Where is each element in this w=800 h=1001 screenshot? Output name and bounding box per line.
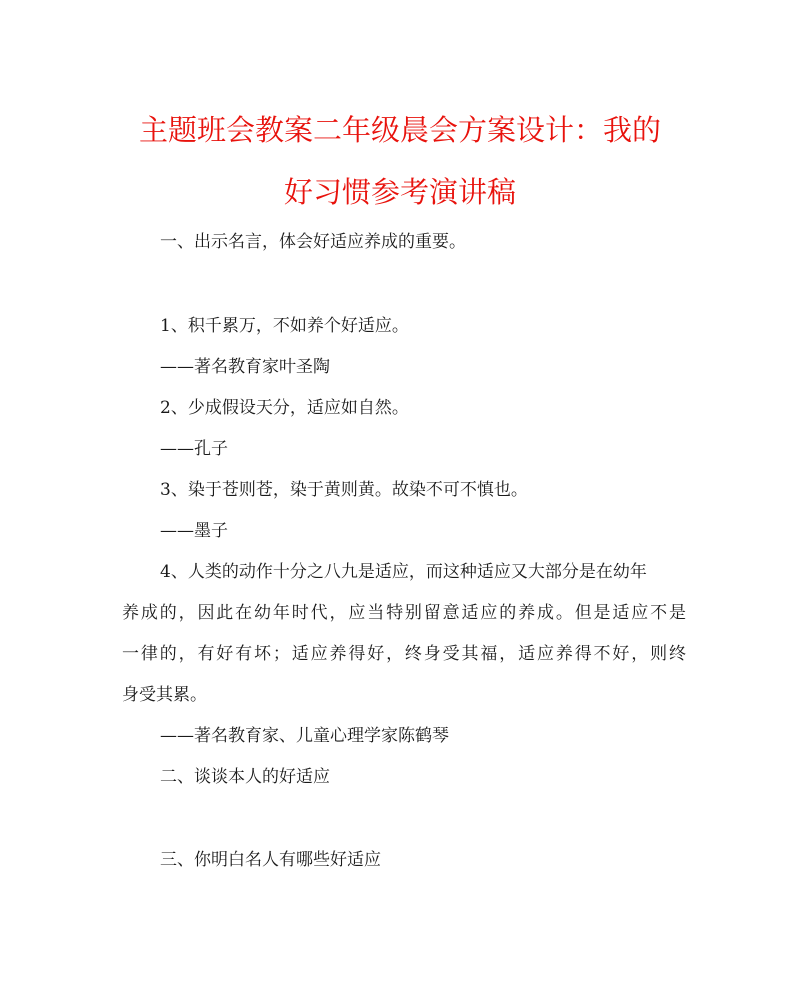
section-heading-1: 一、出示名言，体会好适应养成的重要。 bbox=[160, 232, 466, 252]
section-heading-2: 二、谈谈本人的好适应 bbox=[160, 767, 330, 787]
quote-1: 1、积千累万，不如养个好适应。 bbox=[160, 316, 409, 336]
quote-4-line-2: 养成的，因此在幼年时代，应当特别留意适应的养成。但是适应不是 bbox=[122, 603, 686, 623]
quote-3-source: ——墨子 bbox=[160, 521, 228, 541]
quote-3: 3、染于苍则苍，染于黄则黄。故染不可不慎也。 bbox=[160, 480, 528, 500]
quote-1-source: ——著名教育家叶圣陶 bbox=[160, 357, 330, 377]
document-title-line-1: 主题班会教案二年级晨会方案设计：我的 bbox=[138, 113, 661, 147]
section-heading-3: 三、你明白名人有哪些好适应 bbox=[160, 850, 381, 870]
quote-4-line-3: 一律的，有好有坏；适应养得好，终身受其福，适应养得不好，则终 bbox=[122, 644, 686, 664]
quote-4-line-4: 身受其累。 bbox=[122, 685, 207, 705]
quote-4-line-1: 4、人类的动作十分之八九是适应，而这种适应又大部分是在幼年 bbox=[160, 562, 647, 582]
quote-4-source: ——著名教育家、儿童心理学家陈鹤琴 bbox=[160, 726, 449, 746]
quote-2-source: ——孔子 bbox=[160, 439, 228, 459]
document-title-line-2: 好习惯参考演讲稿 bbox=[283, 175, 516, 209]
quote-2: 2、少成假设天分，适应如自然。 bbox=[160, 398, 409, 418]
